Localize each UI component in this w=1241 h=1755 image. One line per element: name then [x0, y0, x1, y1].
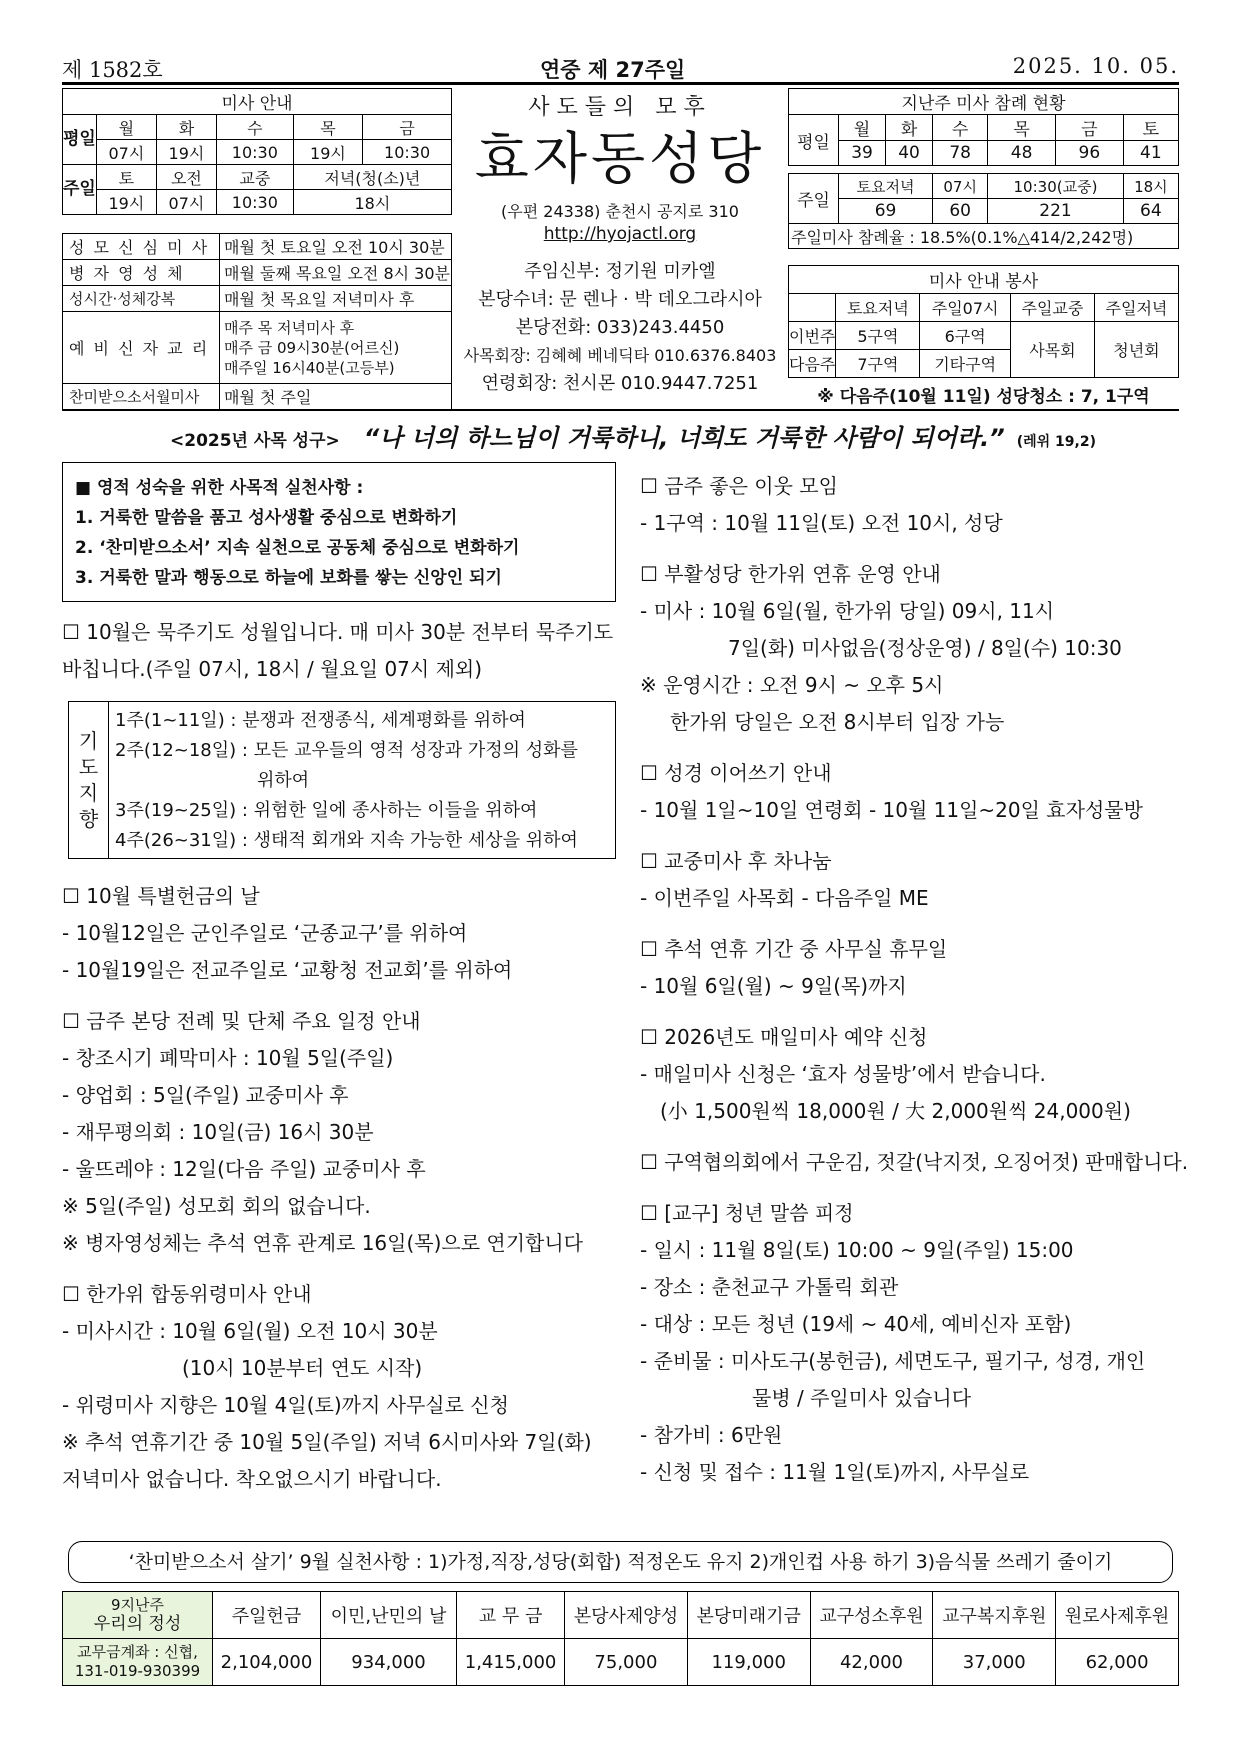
- masthead: [455, 88, 785, 398]
- att-sunday-col: 10:30(교중): [988, 174, 1123, 199]
- pastoral-practices-box: [62, 462, 616, 602]
- section-line: ※ 병자영성체는 추석 연휴 관계로 16일(목)으로 연기합니다: [62, 1231, 583, 1255]
- offering-label-line: 9지난주: [110, 1596, 164, 1614]
- masthead-subtitle: 사도들의 모후: [528, 95, 712, 120]
- offering-table: [62, 1591, 1179, 1686]
- service-cell: 기타구역: [920, 350, 1011, 378]
- vertical-char: 지: [78, 781, 99, 805]
- parish-title: 효자동성당: [474, 127, 766, 192]
- service-col: 주일교중: [1010, 294, 1094, 322]
- catechism-line: 매주 금 09시30분(어르신): [224, 338, 400, 357]
- sunday-attendance-rate: 주일미사 참례율 : 18.5%(0.1%△414/2,242명): [789, 224, 1179, 249]
- prayer-lines: [115, 706, 578, 856]
- weekday-day: 월: [96, 115, 156, 140]
- tea-section: [640, 843, 1188, 917]
- offering-value: 37,000: [933, 1639, 1056, 1686]
- right-column: [640, 468, 1188, 1491]
- att-sunday-label: 주일: [789, 174, 839, 224]
- memorial-mass-section: [62, 1276, 592, 1498]
- att-day: 목: [988, 115, 1056, 141]
- sunday-label: 주일: [63, 165, 97, 215]
- account-line: 131-019-930399: [74, 1662, 201, 1680]
- motto-text: “나 너의 하느님이 거룩하니, 너희도 거룩한 사람이 되어라.”: [363, 424, 1005, 452]
- section-line: - 10월12일은 군인주일로 ‘군종교구’를 위하여: [62, 921, 468, 945]
- offering-label: [63, 1592, 213, 1639]
- section-line: 물병 / 주일미사 있습니다: [752, 1386, 972, 1410]
- top-rule: [62, 82, 1179, 85]
- vertical-char: 향: [78, 807, 99, 831]
- left-column: [62, 878, 592, 1498]
- att-count: 41: [1123, 141, 1178, 166]
- holiday-section: [640, 556, 1188, 741]
- event-value: 매월 첫 목요일 저녁미사 후: [220, 286, 452, 312]
- intention: 위하여: [257, 770, 310, 791]
- section-line: ※ 추석 연휴기간 중 10월 5일(주일) 저녁 6시미사와 7일(화): [62, 1430, 592, 1454]
- section-line: - 양업회 : 5일(주일) 교중미사 후: [62, 1083, 349, 1107]
- special-offering-section: [62, 878, 592, 989]
- sunday-time: 07시: [156, 190, 216, 215]
- att-sunday-count: 60: [933, 199, 988, 224]
- section-line: - 매일미사 신청은 ‘효자 성물방’에서 받습니다.: [640, 1062, 1046, 1086]
- parish-phone: 본당전화: 033)243.4450: [515, 317, 725, 338]
- weekday-time: 19시: [293, 140, 362, 165]
- section-line: - 10월 6일(월) ~ 9일(목)까지: [640, 974, 907, 998]
- service-col: 주일저녁: [1094, 294, 1178, 322]
- parish-url-link[interactable]: http://hyojactl.org: [543, 224, 697, 244]
- offering-header: 교 무 금: [457, 1592, 565, 1639]
- event-label: 성시간·성체강복: [63, 286, 220, 312]
- section-line: ※ 운영시간 : 오전 9시 ~ 오후 5시: [640, 673, 944, 697]
- pastor: 주임신부: 정기원 미카엘: [524, 261, 716, 282]
- section-title: ☐ [교구] 청년 말씀 피정: [640, 1201, 854, 1225]
- section-line: - 재무평의회 : 10일(금) 16시 30분: [62, 1120, 374, 1144]
- weekday-time: 10:30: [363, 140, 452, 165]
- att-sunday-count: 69: [839, 199, 933, 224]
- mass-table-title: 미사 안내: [63, 89, 452, 115]
- practice-item: 2. ‘찬미받으소서’ 지속 실천으로 공동체 중심으로 변화하기: [75, 538, 520, 558]
- issue-number: 제 1582호: [62, 58, 163, 82]
- att-day: 토: [1123, 115, 1178, 141]
- service-table: [788, 265, 1179, 412]
- section-line: (小 1,500원씩 18,000원 / 大 2,000원씩 24,000원): [660, 1099, 1131, 1123]
- intention: 4주(26~31일) : 생태적 회개와 지속 가능한 세상을 위하여: [115, 830, 578, 851]
- this-week-label: 이번주: [789, 322, 836, 350]
- section-line: 7일(화) 미사없음(정상운영) / 8일(수) 10:30: [728, 636, 1122, 660]
- mass-schedule-table: [62, 88, 452, 215]
- weekday-time: 07시: [96, 140, 156, 165]
- section-title: ☐ 교중미사 후 차나눔: [640, 849, 832, 873]
- council-chairman: 사목회장: 김혜혜 베네딕타 010.6376.8403: [463, 346, 777, 365]
- rosary-section: [62, 614, 613, 688]
- vertical-char: 도: [78, 755, 99, 779]
- liturgical-week: 연중 제 27주일: [540, 58, 686, 82]
- section-title: ☐ 한가위 합동위령미사 안내: [62, 1282, 312, 1306]
- service-merged: 청년회: [1094, 322, 1178, 378]
- event-value: 매월 둘째 목요일 오전 8시 30분: [220, 260, 452, 286]
- event-label: 성 모 신 심 미 사: [63, 234, 220, 260]
- weekday-day: 금: [363, 115, 452, 140]
- section-line: - 미사 : 10월 6일(월, 한가위 당일) 09시, 11시: [640, 599, 1055, 623]
- service-col: 토요저녁: [836, 294, 920, 322]
- offering-header: 본당미래기금: [687, 1592, 810, 1639]
- section-title: ☐ 성경 이어쓰기 안내: [640, 761, 832, 785]
- attendance-table: [788, 88, 1179, 249]
- offering-value: 42,000: [810, 1639, 933, 1686]
- offering-header: 이민,난민의 날: [320, 1592, 456, 1639]
- att-count: 78: [933, 141, 988, 166]
- sunday-time: 18시: [293, 190, 451, 215]
- section-line: - 준비물 : 미사도구(봉헌금), 세면도구, 필기구, 성경, 개인: [640, 1349, 1146, 1373]
- att-count: 39: [839, 141, 886, 166]
- offering-header: 주일헌금: [213, 1592, 321, 1639]
- cleaning-notice: ※ 다음주(10월 11일) 성당청소 : 7, 1구역: [817, 387, 1150, 408]
- mid-rule: [62, 409, 1179, 411]
- practice-item: 1. 거룩한 말씀을 품고 성사생활 중심으로 변화하기: [75, 508, 458, 528]
- section-line: - 미사시간 : 10월 6일(월) 오전 10시 30분: [62, 1319, 438, 1343]
- section-title: ☐ 금주 본당 전례 및 단체 주요 일정 안내: [62, 1009, 421, 1033]
- section-title: ☐ 10월 특별헌금의 날: [62, 884, 260, 908]
- att-sunday-col: 토요저녁: [839, 174, 933, 199]
- service-cell: 6구역: [920, 322, 1011, 350]
- att-weekday-label: 평일: [789, 115, 839, 166]
- offering-header: 원로사제후원: [1056, 1592, 1179, 1639]
- section-line: - 위령미사 지향은 10월 4일(토)까지 사무실로 신청: [62, 1393, 509, 1417]
- section-line: - 대상 : 모든 청년 (19세 ~ 40세, 예비신자 포함): [640, 1312, 1072, 1336]
- section-line: - 창조시기 폐막미사 : 10월 5일(주일): [62, 1046, 394, 1070]
- issue-date: 2025. 10. 05.: [1012, 54, 1179, 78]
- section-title: ☐ 금주 좋은 이웃 모임: [640, 474, 838, 498]
- section-line: - 장소 : 춘천교구 가톨릭 회관: [640, 1275, 899, 1299]
- section-line: 한가위 당일은 오전 8시부터 입장 가능: [670, 710, 1005, 734]
- sunday-col: 저녁(청(소)년: [293, 165, 451, 190]
- service-merged: 사목회: [1010, 322, 1094, 378]
- offering-label-line: 우리의 정성: [93, 1614, 182, 1634]
- intention: 2주(12~18일) : 모든 교우들의 영적 성장과 가정의 성화를: [115, 740, 578, 761]
- event-value: [220, 312, 452, 384]
- section-line: - 울뜨레야 : 12일(다음 주일) 교중미사 후: [62, 1157, 426, 1181]
- special-events-table: [62, 233, 452, 410]
- section-line: - 1구역 : 10월 11일(토) 오전 10시, 성당: [640, 511, 1003, 535]
- weekday-day: 수: [216, 115, 293, 140]
- service-col: 주일07시: [920, 294, 1011, 322]
- offering-header: 교구복지후원: [933, 1592, 1056, 1639]
- vertical-char: 기: [78, 729, 99, 753]
- catechism-line: 매주 목 저녁미사 후: [224, 318, 355, 337]
- att-sunday-col: 18시: [1123, 174, 1178, 199]
- att-day: 금: [1055, 115, 1123, 141]
- section-title: ☐ 2026년도 매일미사 예약 신청: [640, 1025, 928, 1049]
- motto-label: <2025년 사목 성구>: [170, 431, 340, 451]
- weekday-label: 평일: [63, 115, 97, 165]
- practice-item: 3. 거룩한 말과 행동으로 하늘에 보화를 쌓는 신앙인 되기: [75, 568, 502, 588]
- att-count: 96: [1055, 141, 1123, 166]
- att-sunday-count: 64: [1123, 199, 1178, 224]
- event-label: 병 자 영 성 체: [63, 260, 220, 286]
- section-title: ☐ 구역협의회에서 구운김, 젓갈(낙지젓, 오징어젓) 판매합니다.: [640, 1150, 1189, 1174]
- offering-value: 934,000: [320, 1639, 456, 1686]
- service-title: 미사 안내 봉사: [789, 266, 1179, 294]
- event-value: 매월 첫 주일: [220, 384, 452, 410]
- nuns: 본당수녀: 문 렌나 · 박 데오그라시아: [478, 289, 762, 310]
- parish-address: (우편 24338) 춘천시 공지로 310: [501, 202, 739, 221]
- offering-value: 62,000: [1056, 1639, 1179, 1686]
- offering-value: 1,415,000: [457, 1639, 565, 1686]
- elder-chairman: 연령회장: 천시몬 010.9447.7251: [481, 373, 759, 394]
- sunday-col: 교중: [216, 165, 293, 190]
- service-corner: [789, 294, 836, 322]
- section-line: 저녁미사 없습니다. 착오없으시기 바랍니다.: [62, 1467, 442, 1491]
- event-label: 예 비 신 자 교 리: [63, 312, 220, 384]
- intention: 1주(1~11일) : 분쟁과 전쟁종식, 세계평화를 위하여: [115, 710, 526, 731]
- section-line: - 10월19일은 전교주일로 ‘교황청 전교회’를 위하여: [62, 958, 513, 982]
- offering-header: 본당사제양성: [565, 1592, 688, 1639]
- att-gap: [789, 166, 1179, 174]
- sunday-col: 토: [96, 165, 156, 190]
- laudato-si-practices: ‘찬미받으소서 살기’ 9월 실천사항 : 1)가정,직장,성당(회합) 적정온도 유지 2)개인컵 사용 하기 3)음식물 쓰레기 줄이기: [68, 1541, 1173, 1583]
- weekday-day: 화: [156, 115, 216, 140]
- section-line: - 참가비 : 6만원: [640, 1423, 783, 1447]
- section-line: - 10월 1일~10일 연령회 - 10월 11일~20일 효자성물방: [640, 798, 1143, 822]
- attendance-title: 지난주 미사 참례 현황: [789, 89, 1179, 115]
- reservation-section: [640, 1019, 1188, 1130]
- service-cell: 5구역: [836, 322, 920, 350]
- section-line: ※ 5일(주일) 성모회 회의 없습니다.: [62, 1194, 371, 1218]
- intention: 3주(19~25일) : 위험한 일에 종사하는 이들을 위하여: [115, 800, 538, 821]
- practices-title: ■ 영적 성숙을 위한 사목적 실천사항 :: [75, 478, 364, 498]
- next-week-label: 다음주: [789, 350, 836, 378]
- att-count: 40: [886, 141, 933, 166]
- event-label: 찬미받으소서월미사: [63, 384, 220, 410]
- sunday-time: 10:30: [216, 190, 293, 215]
- weekday-day: 목: [293, 115, 362, 140]
- catechism-line: 매주일 16시40분(고등부): [224, 358, 395, 377]
- section-title: ☐ 부활성당 한가위 연휴 운영 안내: [640, 562, 941, 586]
- att-count: 48: [988, 141, 1056, 166]
- sunday-col: 오전: [156, 165, 216, 190]
- event-value: 매월 첫 토요일 오전 10시 30분: [220, 234, 452, 260]
- account-info: [63, 1639, 213, 1686]
- office-closure-section: [640, 931, 1188, 1005]
- youth-retreat-section: [640, 1195, 1188, 1491]
- motto-ref: (레위 19,2): [1016, 434, 1096, 450]
- section-line: (10시 10분부터 연도 시작): [182, 1356, 423, 1380]
- sunday-time: 19시: [96, 190, 156, 215]
- rosary-line: 바칩니다.(주일 07시, 18시 / 월요일 07시 제외): [62, 657, 483, 681]
- prayer-vertical-label: [69, 702, 109, 858]
- section-line: - 신청 및 접수 : 11월 1일(토)까지, 사무실로: [640, 1460, 1030, 1484]
- schedule-section: [62, 1003, 592, 1262]
- section-title: ☐ 추석 연휴 기간 중 사무실 휴무일: [640, 937, 948, 961]
- rosary-line: ☐ 10월은 묵주기도 성월입니다. 매 미사 30분 전부터 묵주기도: [62, 620, 614, 644]
- offering-value: 75,000: [565, 1639, 688, 1686]
- att-sunday-count: 221: [988, 199, 1123, 224]
- sale-section: [640, 1144, 1188, 1181]
- prayer-intentions-box: [68, 701, 616, 859]
- service-cell: 7구역: [836, 350, 920, 378]
- neighbors-section: [640, 468, 1188, 542]
- att-sunday-col: 07시: [933, 174, 988, 199]
- weekday-time: 19시: [156, 140, 216, 165]
- weekday-time: 10:30: [216, 140, 293, 165]
- att-day: 수: [933, 115, 988, 141]
- att-day: 월: [839, 115, 886, 141]
- att-day: 화: [886, 115, 933, 141]
- offering-header: 교구성소후원: [810, 1592, 933, 1639]
- bible-section: [640, 755, 1188, 829]
- pastoral-motto: [170, 418, 1130, 453]
- account-line: 교무금계좌 : 신협,: [77, 1643, 198, 1661]
- section-line: - 일시 : 11월 8일(토) 10:00 ~ 9일(주일) 15:00: [640, 1238, 1074, 1262]
- section-line: - 이번주일 사목회 - 다음주일 ME: [640, 886, 929, 910]
- offering-value: 2,104,000: [213, 1639, 321, 1686]
- offering-value: 119,000: [687, 1639, 810, 1686]
